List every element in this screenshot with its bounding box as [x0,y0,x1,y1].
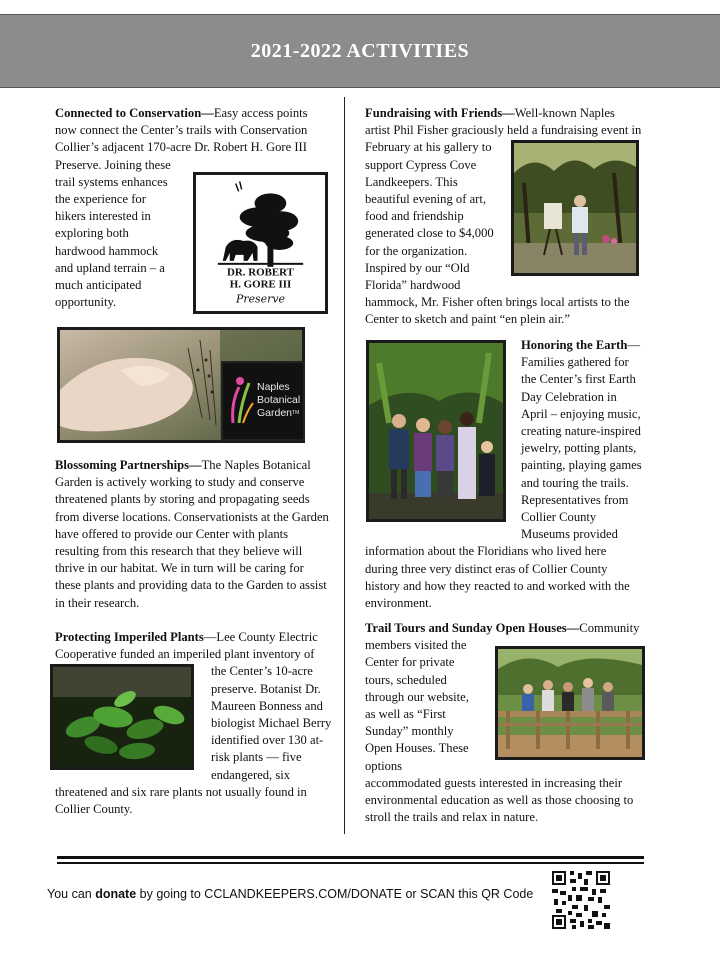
botanical-logo-tm: TM [292,410,300,416]
article-line: the Center’s 10-acre [211,664,313,679]
article-line: now connect the Center’s trails with Conservation [55,123,308,138]
artist-painting-image [514,143,636,273]
article-line: identified over 130 at- [211,733,324,748]
article-line: members visited the [365,638,467,653]
footer-rule [57,862,644,864]
article-line: jewelry, potting plants, [521,441,637,456]
artist-photo [511,140,639,276]
article-line: Day Celebration in [521,389,617,404]
article-line: threatened plants by storing and propagating seeds [55,492,310,507]
article-line: the experience for [55,192,146,207]
article-line: in their research. [55,595,140,610]
family-group-image [369,343,503,519]
naples-botanical-logo [221,361,305,441]
article-line: generated close to $4,000 [365,226,494,241]
article-line: Museums provided [521,527,618,542]
article-line: Community [579,621,640,635]
article-line: preserve. Botanist Dr. [211,681,321,696]
donate-prefix: You can [47,887,96,901]
gore-logo-line1: DR. ROBERT [227,266,294,279]
article-line: Florida” hardwood [365,278,461,293]
article-line: for the organization. [365,243,468,258]
article-line: environmental education as well as those choosing to [365,793,634,808]
gore-logo-line2: H. GORE III [229,278,292,291]
article-heading: Honoring the Earth [521,338,628,352]
article-line: from diverse locations. Conservationists at the Garden [55,509,329,524]
donate-bold: donate [95,887,137,901]
article-line: Cooperative funded an imperiled plant inventory of [55,647,315,662]
article-line: during three very distinct eras of Collier County [365,561,608,576]
article-line: Center to sketch and paint “en plein air.” [365,312,570,327]
article-line: painting, playing games [521,458,642,473]
footer-rule [57,856,644,859]
article-line: threatened and six rare plants not usually found in [55,784,307,799]
article-line: Landkeepers. This [365,174,458,189]
article-line: hardwood hammock [55,243,159,258]
article-line: February at his gallery to [365,140,492,155]
article-line: risk plants — five [211,750,302,765]
article-partnerships [55,457,340,612]
article-line: have offered to provide our Center with plants [55,526,289,541]
article-line: April – enjoying music, [521,406,641,421]
article-line: Garden is actively working to study and conserve [55,475,305,490]
article-heading: Protecting Imperiled Plants [55,630,204,644]
article-line: Inspired by our “Old [365,260,470,275]
botanical-logo-line1: Naples [257,381,290,393]
botanical-logo-line2: Botanical [257,394,301,406]
donate-suffix: by going to CCLANDKEEPERS.COM/DONATE or SCAN this QR Code [136,887,534,901]
article-heading: Fundraising with Friends— [365,106,515,120]
article-line: hikers interested in [55,209,151,224]
article-line: the Center’s first Earth [521,372,636,387]
article-line: —Lee County Electric [203,630,318,644]
header-band [0,14,720,88]
article-line: and touring the trails. [521,475,629,490]
article-line: Easy access points [213,106,308,120]
article-line: Well-known Naples [514,106,615,120]
article-line: much anticipated [55,278,142,293]
page-title: 2021-2022 ACTIVITIES [250,39,470,62]
tour-group-boardwalk-image [498,649,642,757]
gore-preserve-logo [193,172,328,314]
article-line: opportunity. [55,295,117,310]
article-line: Families gathered for [521,355,629,370]
botanical-logo-line3: Garden [257,407,293,419]
article-line: Collier’s adjacent 170-acre Dr. Robert H. Gore III [55,140,307,155]
earth-day-family-photo [366,340,506,522]
article-line: hammock, Mr. Fisher often brings local artists to the [365,295,630,310]
article-line: as well as “First [365,707,446,722]
article-line: Center for private [365,655,455,670]
article-line: options [365,758,403,773]
article-line: food and friendship [365,209,464,224]
article-line: history and how they reacted to and worked with the [365,578,630,593]
article-line: support Cypress Cove [365,157,477,172]
article-heading: Trail Tours and Sunday Open Houses— [365,621,580,635]
article-line: Sunday” monthly [365,724,454,739]
article-heading: Blossoming Partnerships— [55,458,202,472]
gore-logo-script: Preserve [236,292,285,306]
article-line: — [627,338,640,352]
imperiled-plant-photo [50,664,194,770]
article-line: information about the Floridians who lived here [365,544,607,559]
article-line: environment. [365,596,432,611]
article-line: accommodated guests interested in increasing their [365,775,623,790]
article-line: Preserve. Joining these [55,157,171,172]
article-line: through our website, [365,689,469,704]
article-line: Maureen Bonness and [211,698,323,713]
article-line: exploring both [55,226,129,241]
article-line: Representatives from [521,492,629,507]
trail-tour-photo [495,646,645,760]
article-line: Collier County [521,510,597,525]
qr-code-icon[interactable] [552,871,610,929]
article-line: endangered, six [211,767,291,782]
article-line: creating nature-inspired [521,424,641,439]
article-line: Open Houses. These [365,741,469,756]
article-line: biologist Michael Berry [211,716,332,731]
article-line: artist Phil Fisher graciously held a fundraising event in [365,123,642,138]
green-plant-image [53,667,191,767]
article-line: beautiful evening of art, [365,192,486,207]
article-line: trail systems enhances [55,174,168,189]
article-line: stroll the trails and relax in nature. [365,810,539,825]
article-line: resulting from this research that they believe will [55,544,303,559]
article-heading: Connected to Conservation— [55,106,214,120]
article-line: thrive in our habitat. We in turn will be caring for [55,561,304,576]
tree-bear-icon [196,175,325,311]
column-divider [344,97,345,834]
article-line: The Naples Botanical [201,458,311,472]
article-line: Collier County. [55,802,133,817]
article-line: these plants and providing data to the Garden to assist [55,578,327,593]
article-line: and upland terrain – a [55,260,165,275]
donate-text [47,887,533,901]
article-line: tours, scheduled [365,672,447,687]
